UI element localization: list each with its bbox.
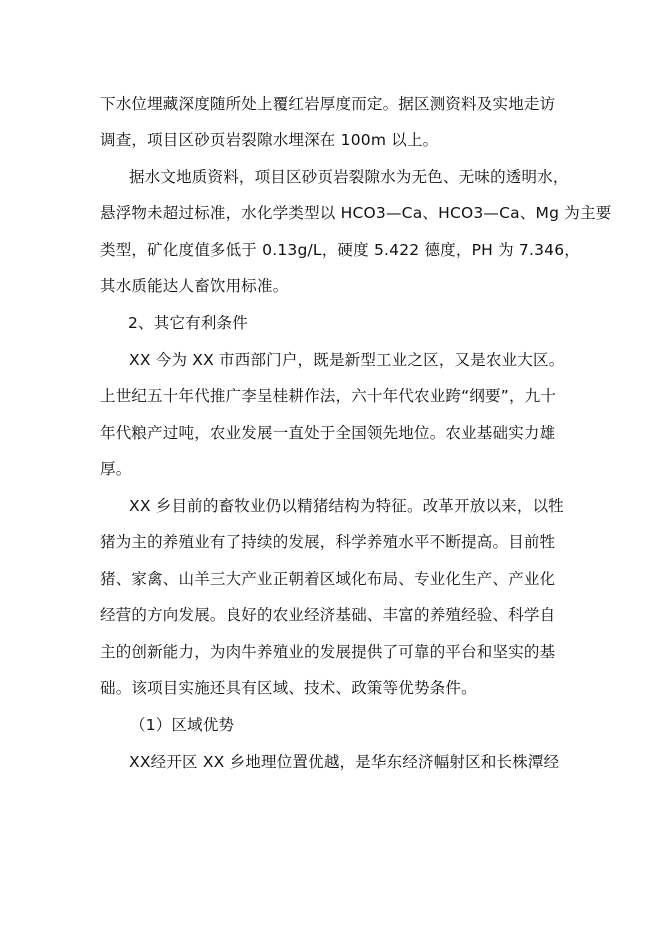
paragraph-1-line-1: 下水位埋藏深度随所处上覆红岩厚度而定。据区测资料及实地走访 (100, 95, 556, 113)
paragraph-3-line-3: 年代粮产过吨，农业发展一直处于全国领先地位。农业基础实力雄 (100, 424, 556, 442)
paragraph-3-line-4: 厚。 (100, 460, 132, 478)
paragraph-2-line-3: 类型，矿化度值多低于 0.13g/L，硬度 5.422 德度，PH 为 7.346， (100, 241, 580, 259)
paragraph-4-line-3: 猪、家禽、山羊三大产业正朝着区域化布局、专业化生产、产业化 (100, 570, 556, 588)
paragraph-3-line-1: XX 今为 XX 市西部门户，既是新型工业之区，又是农业大区。 (129, 351, 565, 369)
paragraph-2-line-2: 悬浮物未超过标准，水化学类型以 HCO3—Ca、HCO3—Ca、Mg 为主要 (100, 204, 612, 222)
paragraph-2-line-1: 据水文地质资料，项目区砂页岩裂隙水为无色、无味的透明水， (129, 168, 569, 186)
paragraph-5-line-1: XX经开区 XX 乡地理位置优越，是华东经济幅射区和长株潭经 (129, 753, 560, 771)
paragraph-1-line-2: 调查，项目区砂页岩裂隙水埋深在 100m 以上。 (100, 131, 439, 149)
paragraph-4-line-4: 经营的方向发展。良好的农业经济基础、丰富的养殖经验、科学自 (100, 606, 556, 624)
section-heading-2: 2、其它有利条件 (128, 314, 248, 332)
section-heading-3: （1）区域优势 (130, 716, 235, 734)
paragraph-3-line-2: 上世纪五十年代推广李呈桂耕作法，六十年代农业跨“纲要”，九十 (100, 387, 557, 405)
paragraph-4-line-5: 主的创新能力，为肉牛养殖业的发展提供了可靠的平台和坚实的基 (100, 643, 556, 661)
paragraph-4-line-1: XX 乡目前的畜牧业仍以精猪结构为特征。改革开放以来，以牲 (129, 497, 564, 515)
paragraph-2-line-4: 其水质能达人畜饮用标准。 (100, 277, 289, 295)
paragraph-4-line-2: 猪为主的养殖业有了持续的发展，科学养殖水平不断提高。目前牲 (100, 533, 556, 551)
paragraph-4-line-6: 础。该项目实施还具有区域、技术、政策等优势条件。 (100, 679, 477, 697)
